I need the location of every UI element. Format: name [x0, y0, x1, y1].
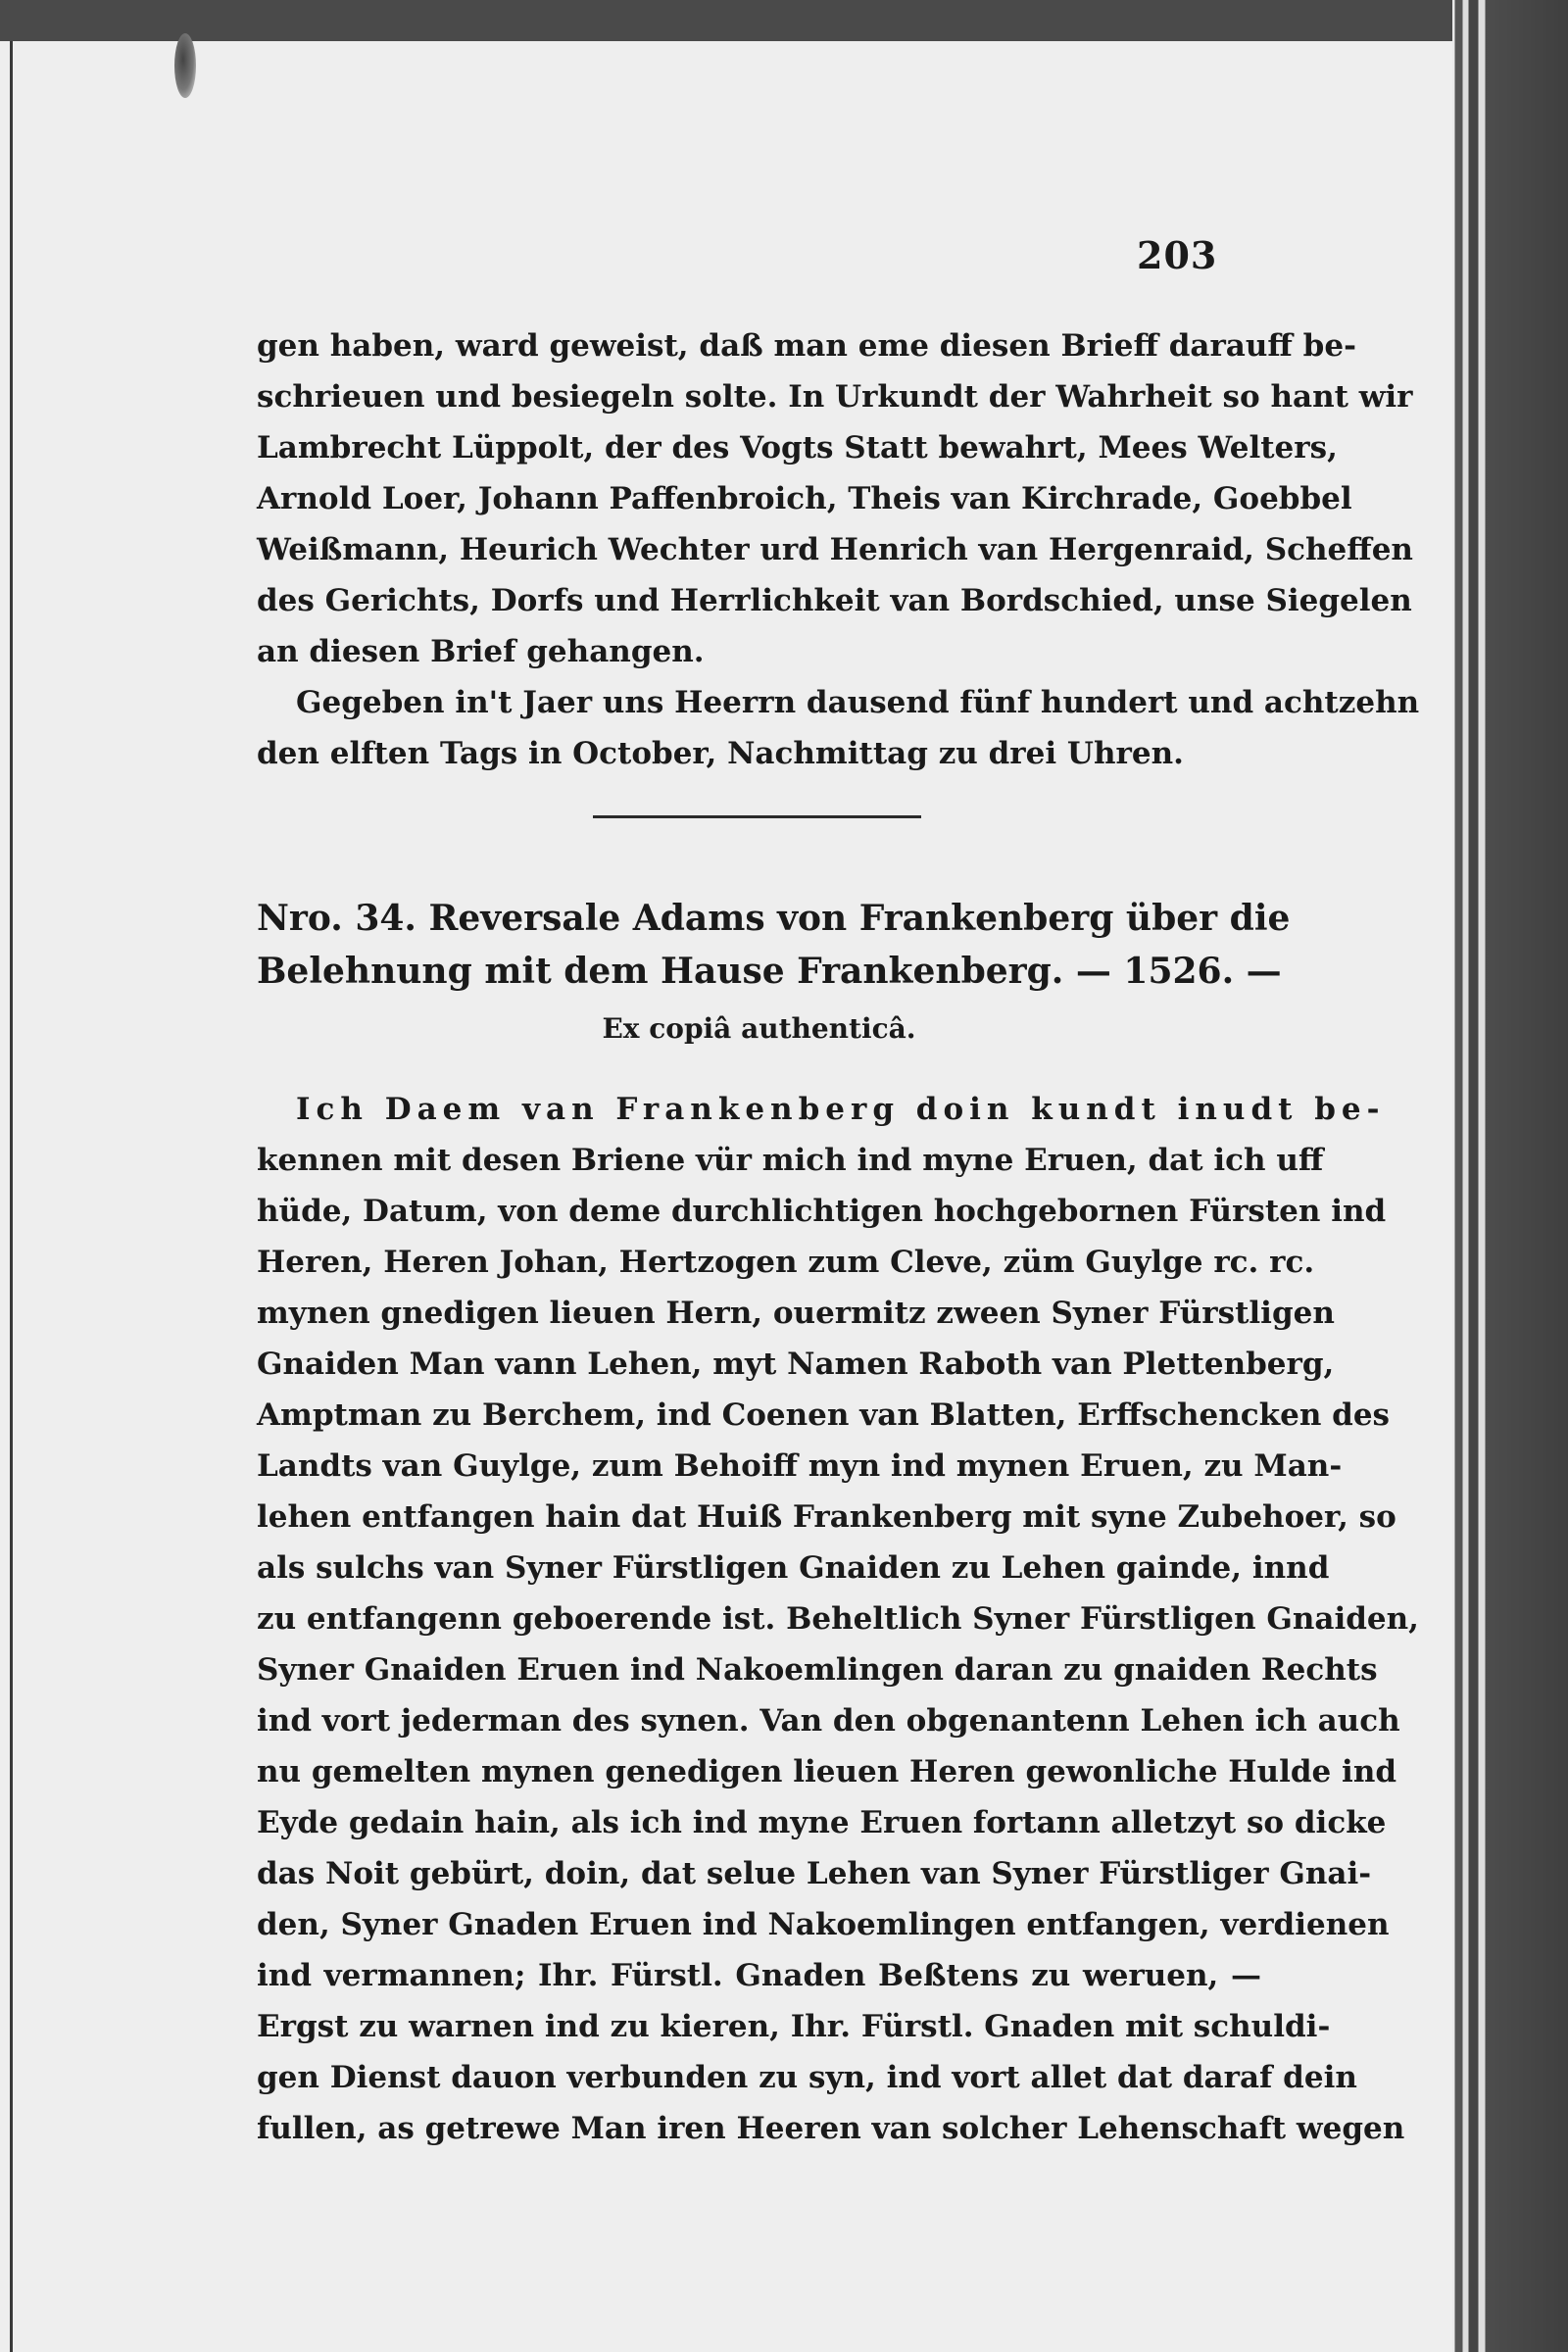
text-line: Arnold Loer, Johann Paffenbroich, Theis van Kirchrade, Goebbel	[257, 481, 1352, 516]
text-line: Eyde gedain hain, als ich ind myne Eruen fortann alletzyt so dicke	[257, 1805, 1387, 1840]
section-divider	[593, 815, 921, 818]
text-line: ind vermannen; Ihr. Fürstl. Gnaden Beßtens zu weruen, —	[257, 1958, 1261, 1993]
heading-line-1: Nro. 34. Reversale Adams von Frankenberg über die	[257, 898, 1291, 939]
text-line: Landts van Guylge, zum Behoiff myn ind mynen Eruen, zu Man-	[257, 1448, 1343, 1484]
text-line: des Gerichts, Dorfs und Herrlichkeit van Bordschied, unse Siegelen	[257, 583, 1412, 618]
text-line: an diesen Brief gehangen.	[257, 634, 705, 669]
scan-top-border	[0, 0, 1529, 41]
scan-left-edge	[10, 41, 13, 2352]
punch-hole-mark	[174, 33, 196, 98]
text-line: mynen gnedigen lieuen Hern, ouermitz zween Syner Fürstligen	[257, 1296, 1335, 1331]
closing-paragraph	[257, 320, 1420, 779]
text-line: Lambrecht Lüppolt, der des Vogts Statt bewahrt, Mees Welters,	[257, 430, 1338, 466]
text-line: zu entfangenn geboerende ist. Beheltlich Syner Fürstligen Gnaiden,	[257, 1601, 1419, 1637]
text-line: lehen entfangen hain dat Huiß Frankenberg mit syne Zubehoer, so	[257, 1499, 1396, 1535]
date-line: den elften Tags in October, Nachmittag zu drei Uhren.	[257, 736, 1184, 771]
text-line: gen haben, ward geweist, daß man eme diesen Brieff darauff be-	[257, 328, 1356, 364]
text-line: Ich Daem van Frankenberg doin kundt inudt be-	[296, 1092, 1386, 1127]
text-line: ind vort jederman des synen. Van den obgenantenn Lehen ich auch	[257, 1703, 1400, 1739]
text-line: Ergst zu warnen ind zu kieren, Ihr. Fürstl. Gnaden mit schuldi-	[257, 2009, 1331, 2044]
text-line: hüde, Datum, von deme durchlichtigen hochgebornen Fürsten ind	[257, 1194, 1387, 1229]
text-line: Amptman zu Berchem, ind Coenen van Blatten, Erffschencken des	[257, 1397, 1391, 1433]
text-line: Syner Gnaiden Eruen ind Nakoemlingen daran zu gnaiden Rechts	[257, 1652, 1378, 1688]
text-line: Weißmann, Heurich Wechter urd Henrich van Hergenraid, Scheffen	[257, 532, 1413, 567]
text-line: Gnaiden Man vann Lehen, myt Namen Raboth van Plettenberg,	[257, 1347, 1335, 1382]
text-line: schrieuen und besiegeln solte. In Urkundt der Wahrheit so hant wir	[257, 379, 1413, 415]
text-line: den, Syner Gnaden Eruen ind Nakoemlingen entfangen, verdienen	[257, 1907, 1390, 1942]
heading-line-2: Belehnung mit dem Hause Frankenberg. — 1526. —	[257, 951, 1282, 992]
text-line: Heren, Heren Johan, Hertzogen zum Cleve, züm Guylge rc. rc.	[257, 1245, 1315, 1280]
text-line: nu gemelten mynen genedigen lieuen Heren gewonliche Hulde ind	[257, 1754, 1397, 1789]
text-line: kennen mit desen Briene vür mich ind myne Eruen, dat ich uff	[257, 1143, 1324, 1178]
document-heading	[257, 892, 1291, 998]
source-note: Ex copiâ authenticâ.	[602, 1012, 916, 1045]
date-line: Gegeben in't Jaer uns Heerrn dausend fünf hundert und achtzehn	[296, 685, 1420, 720]
page-number: 203	[1137, 233, 1218, 277]
text-line: gen Dienst dauon verbunden zu syn, ind vort allet dat daraf dein	[257, 2060, 1357, 2095]
text-line: das Noit gebürt, doin, dat selue Lehen van Syner Fürstliger Gnai-	[257, 1856, 1372, 1891]
text-line: als sulchs van Syner Fürstligen Gnaiden zu Lehen gainde, innd	[257, 1550, 1330, 1586]
text-line: fullen, as getrewe Man iren Heeren van solcher Lehenschaft wegen	[257, 2111, 1405, 2146]
book-binding-edge	[1452, 0, 1568, 2352]
body-paragraph	[257, 1084, 1419, 2154]
